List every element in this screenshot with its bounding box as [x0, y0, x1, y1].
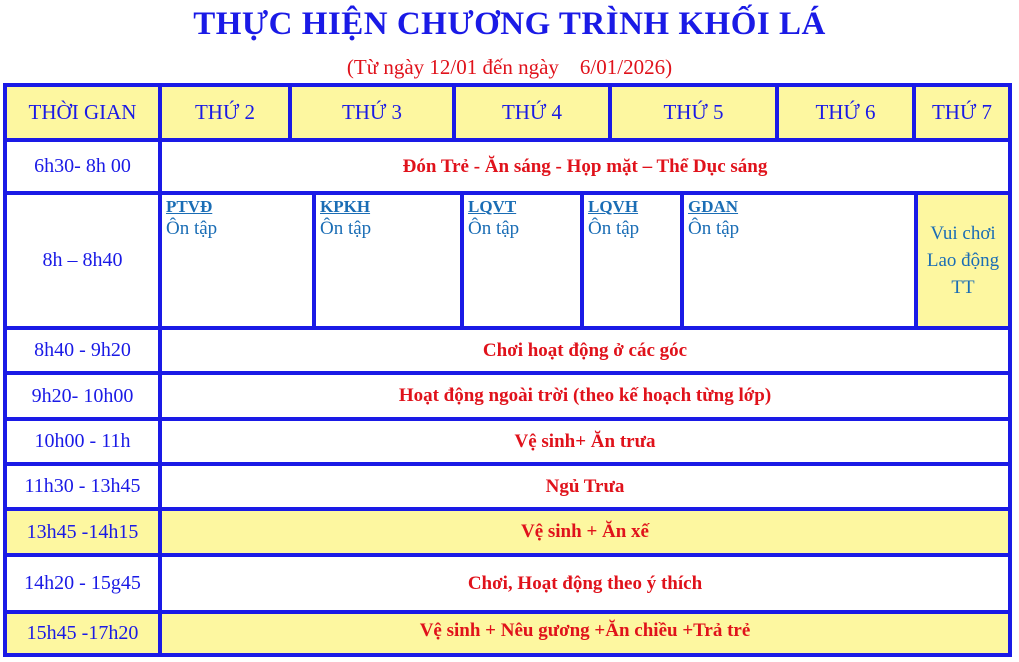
saturday-line: Lao động	[926, 250, 1000, 271]
activity-cell: Hoạt động ngoài trời (theo kế hoạch từng lớp)	[160, 373, 1010, 419]
header-time: THỜI GIAN	[5, 85, 160, 140]
saturday-line: Vui chơi	[930, 223, 996, 244]
activity-cell: Ngủ Trưa	[160, 464, 1010, 509]
time-slot: 15h45 -17h20	[5, 612, 160, 655]
subject-activity: Ôn tập	[320, 218, 372, 239]
time-slot: 6h30- 8h 00	[5, 140, 160, 193]
subject-code-link[interactable]: LQVH	[588, 197, 639, 216]
time-slot: 13h45 -14h15	[5, 509, 160, 555]
header-thursday: THỨ 5	[610, 85, 777, 140]
subject-cell-tuesday	[314, 193, 462, 328]
subject-activity: Ôn tập	[166, 218, 218, 239]
time-slot: 11h30 - 13h45	[5, 464, 160, 509]
subject-activity: Ôn tập	[688, 218, 740, 239]
header-wednesday: THỨ 4	[454, 85, 610, 140]
subject-activity: Ôn tập	[588, 218, 640, 239]
time-slot: 14h20 - 15g45	[5, 555, 160, 612]
subject-cell-monday	[160, 193, 314, 328]
header-saturday: THỨ 7	[914, 85, 1010, 140]
activity-cell: Đón Trẻ - Ăn sáng - Họp mặt – Thể Dục sáng	[160, 140, 1010, 193]
subject-code-link[interactable]: GDAN	[688, 197, 739, 216]
header-tuesday: THỨ 3	[290, 85, 454, 140]
subject-activity: Ôn tập	[468, 218, 520, 239]
activity-cell: Vệ sinh + Ăn xế	[160, 509, 1010, 555]
subject-code-link[interactable]: PTVĐ	[166, 197, 213, 216]
time-slot: 9h20- 10h00	[5, 373, 160, 419]
time-slot: 8h40 - 9h20	[5, 328, 160, 373]
activity-cell: Chơi, Hoạt động theo ý thích	[160, 555, 1010, 612]
activity-cell: Vệ sinh + Nêu gương +Ăn chiều +Trả trẻ	[160, 612, 1010, 655]
date-range-subtitle: (Từ ngày 12/01 đến ngày 6/01/2026)	[346, 55, 673, 79]
activity-cell: Vệ sinh+ Ăn trưa	[160, 419, 1010, 464]
time-slot: 8h – 8h40	[5, 193, 160, 328]
subject-code-link[interactable]: LQVT	[468, 197, 517, 216]
page-title: THỰC HIỆN CHƯƠNG TRÌNH KHỐI LÁ	[193, 6, 826, 42]
header-friday: THỨ 6	[777, 85, 914, 140]
subject-cell-wednesday	[462, 193, 582, 328]
activity-cell: Chơi hoạt động ở các góc	[160, 328, 1010, 373]
header-monday: THỨ 2	[160, 85, 290, 140]
subject-cell-friday	[682, 193, 916, 328]
saturday-line: TT	[951, 277, 975, 298]
saturday-activity-cell	[916, 193, 1010, 328]
subject-code-link[interactable]: KPKH	[320, 197, 371, 216]
subject-cell-thursday	[582, 193, 682, 328]
time-slot: 10h00 - 11h	[5, 419, 160, 464]
